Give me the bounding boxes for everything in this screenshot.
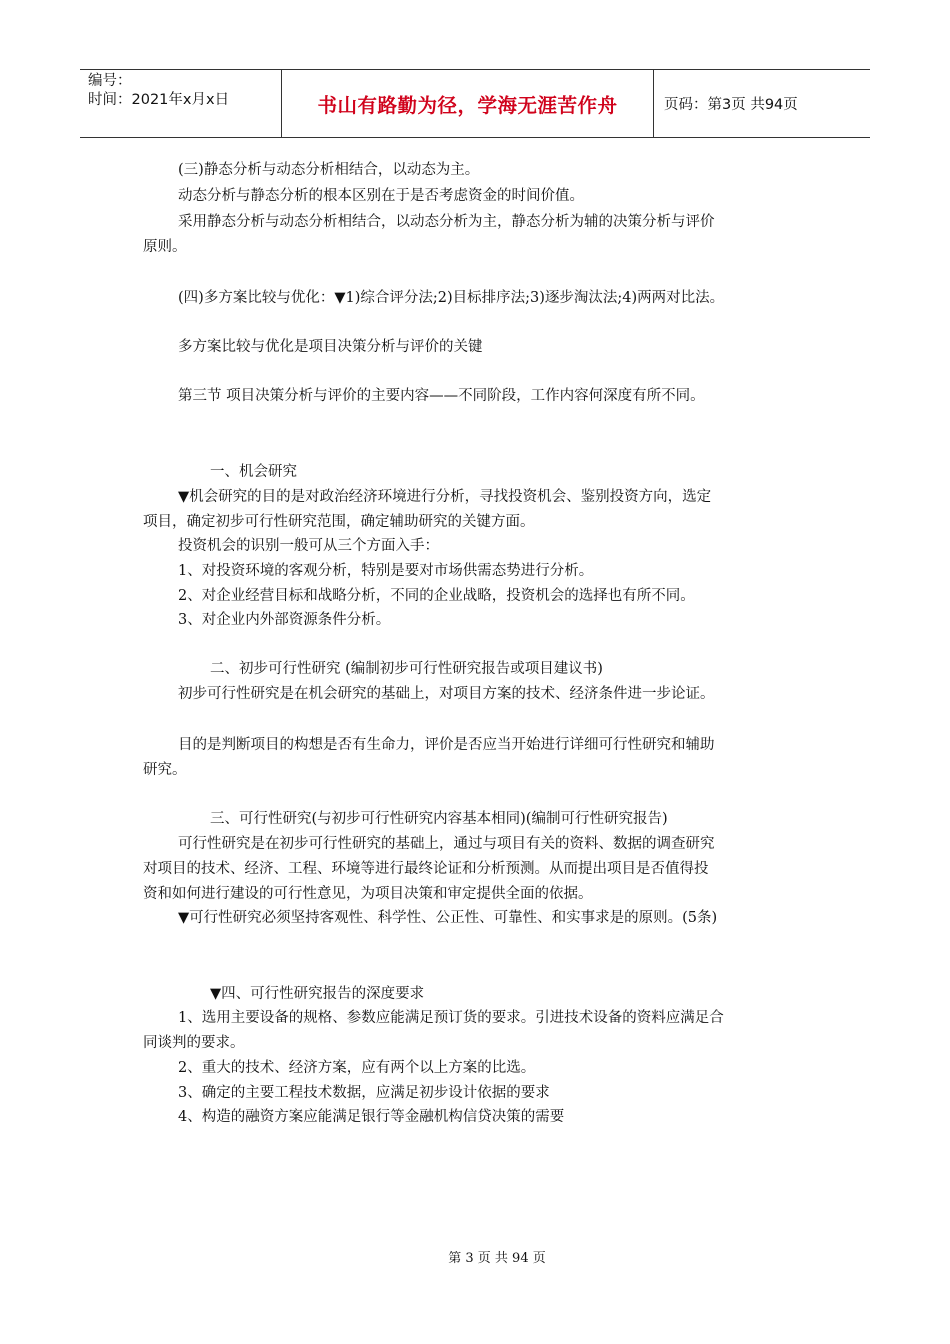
- body-line: 动态分析与静态分析的根本区别在于是否考虑资金的时间价值。: [178, 188, 584, 204]
- body-line: 同谈判的要求。: [143, 1035, 245, 1051]
- body-line: 多方案比较与优化是项目决策分析与评价的关键: [178, 339, 483, 355]
- body-line: 2、对企业经营目标和战略分析，不同的企业战略，投资机会的选择也有所不同。: [178, 588, 695, 604]
- header-meta: [80, 70, 282, 137]
- subsection-heading: 三、可行性研究(与初步可行性研究内容基本相同)(编制可行性研究报告): [210, 811, 668, 827]
- body-line: (四)多方案比较与优化：▼1)综合评分法;2)目标排序法;3)逐步淘汰法;4)两两对比法。: [178, 290, 725, 306]
- body-line: ▼机会研究的目的是对政治经济环境进行分析，寻找投资机会、鉴别投资方向，选定: [178, 489, 712, 505]
- header-page-info: 页码：第3页 共94页: [664, 97, 798, 113]
- body-line: 2、重大的技术、经济方案，应有两个以上方案的比选。: [178, 1060, 536, 1076]
- body-line: 初步可行性研究是在机会研究的基础上，对项目方案的技术、经济条件进一步论证。: [178, 686, 715, 702]
- body-line: 采用静态分析与动态分析相结合，以动态分析为主，静态分析为辅的决策分析与评价: [178, 214, 715, 230]
- body-line: 资和如何进行建设的可行性意见，为项目决策和审定提供全面的依据。: [143, 886, 593, 902]
- header-motto: 书山有路勤为径，学海无涯苦作舟: [282, 70, 654, 137]
- document-number-label: 编号：: [88, 73, 132, 89]
- body-line: 原则。: [143, 239, 187, 255]
- body-line: 项目，确定初步可行性研究范围，确定辅助研究的关键方面。: [143, 514, 535, 530]
- body-line: 投资机会的识别一般可从三个方面入手：: [178, 538, 439, 554]
- body-line: 可行性研究是在初步可行性研究的基础上，通过与项目有关的资料、数据的调查研究: [178, 836, 715, 852]
- body-line: 3、确定的主要工程技术数据，应满足初步设计依据的要求: [178, 1085, 550, 1101]
- body-line: (三)静态分析与动态分析相结合，以动态为主。: [178, 162, 480, 178]
- page-header: [80, 69, 870, 138]
- section-heading: 第三节 项目决策分析与评价的主要内容——不同阶段，工作内容何深度有所不同。: [178, 388, 705, 404]
- subsection-heading: ▼四、可行性研究报告的深度要求: [210, 986, 425, 1002]
- subsection-heading: 一、机会研究: [210, 464, 297, 480]
- document-time-label: 时间：2021年x月x日: [88, 92, 230, 108]
- body-line: 4、构造的融资方案应能满足银行等金融机构信贷决策的需要: [178, 1109, 565, 1125]
- body-line: 1、对投资环境的客观分析，特别是要对市场供需态势进行分析。: [178, 563, 594, 579]
- body-line: 对项目的技术、经济、工程、环境等进行最终论证和分析预测。从而提出项目是否值得投: [143, 861, 709, 877]
- page-footer: 第 3 页 共 94 页: [448, 1251, 546, 1266]
- subsection-heading: 二、初步可行性研究 (编制初步可行性研究报告或项目建议书): [210, 661, 603, 677]
- body-line: 研究。: [143, 762, 187, 778]
- body-line: 1、选用主要设备的规格、参数应能满足预订货的要求。引进技术设备的资料应满足合: [178, 1010, 724, 1026]
- body-line: ▼可行性研究必须坚持客观性、科学性、公正性、可靠性、和实事求是的原则。(5条): [178, 910, 718, 926]
- body-line: 目的是判断项目的构想是否有生命力，评价是否应当开始进行详细可行性研究和辅助: [178, 737, 715, 753]
- body-line: 3、对企业内外部资源条件分析。: [178, 612, 391, 628]
